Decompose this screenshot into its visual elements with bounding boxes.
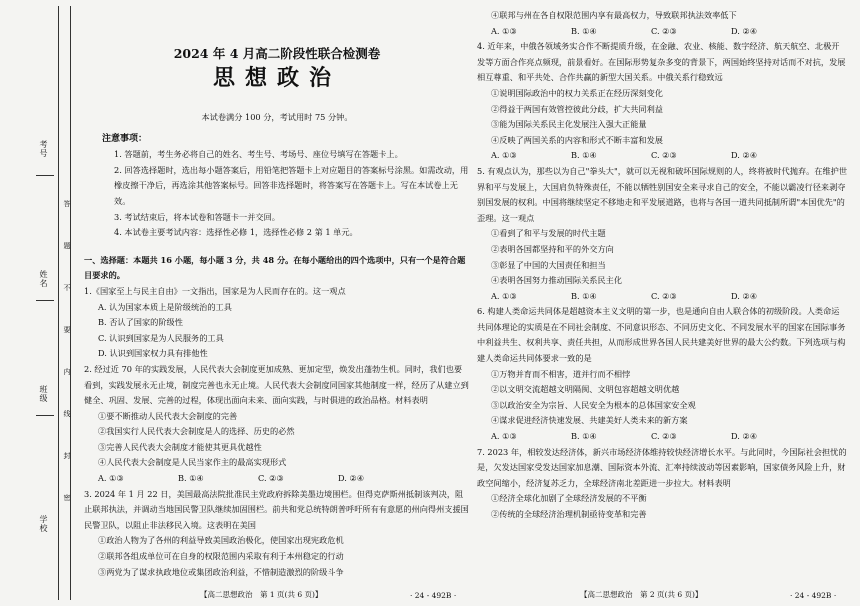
footer-left-code: · 24 - 492B ·: [410, 591, 457, 600]
q7-option: ②传统的全球经济治理机制亟待变革和完善: [491, 509, 647, 519]
q3-option: ④联邦与州在各自权限范围内享有最高权力，导致联邦执法效率低下: [491, 10, 737, 20]
answer-c: C. ②③: [651, 25, 677, 36]
q6-answers: [477, 429, 847, 445]
q1-option: B. 否认了国家的阶级性: [98, 317, 183, 328]
q1-option: A. 认为国家本质上是阶级统治的工具: [98, 301, 232, 312]
binding-warning: 答 题 不 要 内 线 封 密: [63, 200, 71, 515]
answer-a: A. ①③: [491, 25, 517, 36]
label-xingming: 姓名: [39, 270, 48, 288]
q1-stem: 1.《国家至上与民主自由》一文指出，国家是为人民而存在的。这一观点: [84, 285, 346, 296]
q2-option: ①要不断推动人民代表大会制度的完善: [98, 410, 238, 421]
label-xuexiao: 学校: [39, 515, 48, 533]
q4-answers: [477, 148, 847, 164]
exam-info: 本试卷满分 100 分，考试用时 75 分钟。: [201, 112, 353, 122]
q1-option: D. 认识到国家权力具有排他性: [98, 348, 208, 359]
notice-heading: 注意事项：: [102, 133, 148, 144]
label-kaohao: 考号: [39, 140, 48, 158]
notice-item: 4. 本试卷主要考试内容：选择性必修 1，选择性必修 2 第 1 单元。: [114, 227, 358, 238]
q3-answers: [477, 24, 847, 40]
answer-d: D. ②④: [731, 150, 758, 161]
answer-d: D. ②④: [338, 473, 365, 484]
q6-option: ②以文明交流超越文明隔阂、文明包容超越文明优越: [491, 384, 680, 395]
q7-stem: 7. 2023 年，相较发达经济体，新兴市场经济体维持较快经济增长水平。与此同时，今国际社会担忧的是，欠发达国家受发达国家加息潮、国际资本外流、汇率持续波动等因素影响，国家债务风险上升，财政空间缩小，经济复苏乏力，全球经济南北差距进一步拉大。材料表明: [477, 446, 847, 488]
footer-right-code: · 24 - 492B ·: [790, 591, 837, 600]
answer-b: B. ①④: [178, 473, 204, 484]
q5-answers: [477, 289, 847, 305]
q3-option: ①政治人物为了各州的利益导致美国政治极化，使国家出现宪政危机: [98, 535, 344, 546]
q4-option: ①说明国际政治中的权力关系正在经历深刻变化: [491, 87, 663, 98]
answer-a: A. ①③: [491, 290, 517, 301]
q4-option: ③能为国际关系民主化发展注入强大正能量: [491, 119, 647, 130]
q4-option: ④反映了两国关系的内容和形式不断丰富和发展: [491, 134, 663, 145]
answer-b: B. ①④: [571, 431, 597, 442]
q6-option: ①万物并育而不相害，道并行而不相悖: [491, 368, 631, 379]
q4-stem: 4. 近年来，中俄各领域务实合作不断提质升级，在金融、农业、核能、数字经济、航天航空、北极开发等方面合作亮点频现，前景看好。在国际形势复杂多变的背景下，两国始终坚持对话而不对抗，发展相互尊重、和平共处、合作共赢的新型大国关系。中俄关系行稳致远: [477, 41, 846, 83]
q2-option: ④人民代表大会制度是人民当家作主的最高实现形式: [98, 457, 287, 468]
answer-c: C. ②③: [651, 290, 677, 301]
notice-item: 3. 考试结束后，将本试卷和答题卡一并交回。: [114, 211, 280, 222]
q5-option: ③彰显了中国的大国责任和担当: [491, 259, 606, 270]
fill-line: [36, 300, 54, 301]
answer-a: A. ①③: [491, 431, 517, 442]
exam-title: 2024 年 4 月高二阶段性联合检测卷: [173, 46, 381, 61]
subject-title: 思想政治: [212, 65, 341, 91]
answer-b: B. ①④: [571, 25, 597, 36]
answer-c: C. ②③: [651, 431, 677, 442]
answer-a: A. ①③: [98, 473, 124, 484]
notice-item: 1. 答题前，考生务必将自己的姓名、考生号、考场号、座位号填写在答题卡上。: [114, 149, 403, 160]
notice-item: 2. 回答选择题时，选出每小题答案后，用铅笔把答题卡上对应题目的答案标号涂黑。如需改动，用橡皮擦干净后，再选涂其他答案标号。回答非选择题时，将答案写在答题卡上。写在本试卷上无效。: [114, 164, 469, 206]
q6-stem: 6. 构建人类命运共同体是超越资本主义文明的第一步，也是通向自由人联合体的初级阶段。人类命运共同体理论的实质是在不同社会制度、不同意识形态、不同历史文化、不同发展水平的国家在国际事务中利益共生、权利共享、责任共担，从而形成世界各国人民共建美好世界的最大公约数。下列选项与构建人类命运共同体要求一致的是: [477, 306, 846, 364]
footer-right-label: 【高二思想政治 第 2 页(共 6 页)】: [580, 590, 703, 599]
answer-b: B. ①④: [571, 150, 597, 161]
q6-option: ③以政治安全为宗旨、人民安全为根本的总体国家安全观: [491, 399, 696, 410]
page-1: [84, 8, 470, 580]
footer-left-label: 【高二思想政治 第 1 页(共 6 页)】: [200, 590, 323, 599]
answer-d: D. ②④: [731, 290, 758, 301]
answer-c: C. ②③: [258, 473, 284, 484]
q3-option: ③两党为了谋求执政地位或集团政治利益，不惜制造激烈的阶级斗争: [98, 566, 344, 577]
q1-option: C. 认识到国家是为人民服务的工具: [98, 332, 224, 343]
q6-option: ④谋求促进经济快速发展、共建美好人类未来的新方案: [491, 415, 688, 426]
fill-line: [36, 415, 54, 416]
binding-line: [58, 6, 59, 600]
q4-option: ②得益于两国有效管控彼此分歧，扩大共同利益: [491, 103, 663, 114]
page-2: [477, 8, 847, 523]
q2-stem: 2. 经过近 70 年的实践发展，人民代表大会制度更加成熟、更加定型，焕发出蓬勃生机。同时，我们也要看到，实践发展永无止境，制度完善也永无止境。人民代表大会制度同国家其他制度一样，经历了从建立到健全、巩固、发展、完善的过程，体现出面向未来、面向实践，与时俱进的政治品格。材料表明: [84, 363, 469, 406]
q7-option: ①经济全球化加剧了全球经济发展的不平衡: [491, 493, 647, 504]
label-banji: 班级: [39, 385, 48, 403]
q5-option: ②表明各国都坚持和平的外交方向: [491, 243, 614, 254]
q2-option: ②我国实行人民代表大会制度是人的选择、历史的必然: [98, 426, 295, 437]
answer-a: A. ①③: [491, 150, 517, 161]
answer-b: B. ①④: [571, 290, 597, 301]
answer-d: D. ②④: [731, 431, 758, 442]
q2-option: ③完善人民代表大会制度才能使其更具优越性: [98, 441, 262, 452]
answer-c: C. ②③: [651, 150, 677, 161]
q3-stem: 3. 2024 年 1 月 22 日，美国最高法院批准民主党政府拆除美墨边境围栏。但得克萨斯州抵制该判决，阻止联邦执法，并调动当地国民警卫队继续加固围栏。前共和党总统特朗普呼吁所有有意愿的州向得州支援国民警卫队，以阻止非法移民入境。这表明在美国: [84, 488, 469, 530]
q5-stem: 5. 有观点认为，那些以为自己"拳头大"，就可以无视和破坏国际规则的人，终将被时代抛弃。在维护世界和平与发展上，大国肩负特殊责任，不能以牺牲别国安全来寻求自己的安全，不能以霸凌行径来剥夺别国发展的权利。中国将继续坚定不移地走和平发展道路，也将与各国一道共同抵制所谓"本国优先"的歪理。这一观点: [477, 165, 848, 223]
q3-option: ②联邦各组成单位可在自身的权限范围内采取有利于本州稳定的行动: [98, 551, 344, 562]
binding-margin: [0, 0, 74, 606]
q5-option: ①看到了和平与发展的时代主题: [491, 228, 606, 239]
answer-d: D. ②④: [731, 25, 758, 36]
section-heading: 一、选择题：本题共 16 小题，每小题 3 分，共 48 分。在每小题给出的四个选项中，只有一个是符合题目要求的。: [84, 254, 466, 281]
fill-line: [36, 175, 54, 176]
q2-answers: [84, 471, 470, 487]
q5-option: ④表明各国努力推动国际关系民主化: [491, 275, 623, 286]
